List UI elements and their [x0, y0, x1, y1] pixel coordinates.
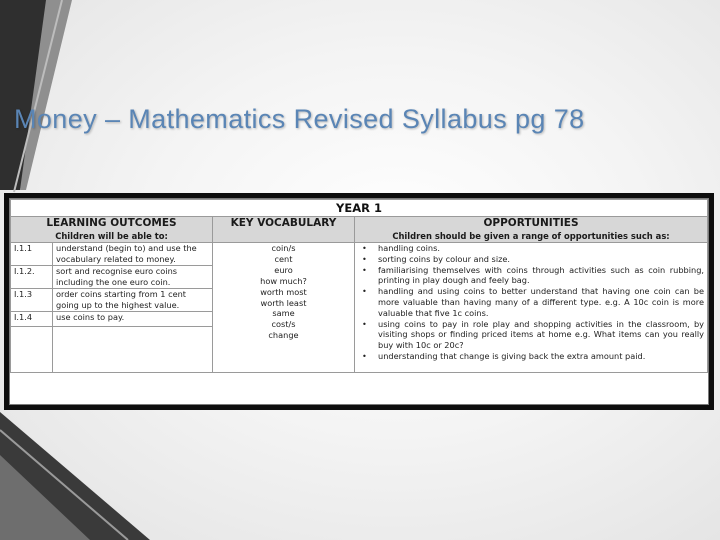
- syllabus-table-container: [9, 198, 709, 405]
- vocabulary-item: cent: [274, 253, 293, 264]
- outcome-code: I.1.2.: [11, 266, 53, 289]
- bullet-icon: •: [362, 286, 367, 297]
- vocabulary-item: euro: [274, 264, 293, 275]
- opportunity-item: [358, 319, 704, 351]
- opportunity-text: handling and using coins to better understand that having one coin can be more valuable than having many of a different type. e.g. A 10c coin is more valuable that five 1c coins.: [378, 286, 704, 318]
- opportunity-text: sorting coins by colour and size.: [378, 253, 511, 264]
- opportunity-item: [358, 243, 704, 254]
- opportunity-item: [358, 254, 704, 265]
- bullet-icon: •: [362, 243, 367, 253]
- outcome-code: I.1.4: [11, 312, 53, 327]
- opportunity-item: [358, 265, 704, 287]
- header-row: [11, 217, 708, 243]
- opportunities-header-label: OPPORTUNITIES: [483, 217, 579, 229]
- syllabus-table: [10, 199, 708, 373]
- outcomes-header-label: LEARNING OUTCOMES: [46, 217, 177, 229]
- opportunity-text: using coins to pay in role play and shopping activities in the classroom, by visiting shops or finding priced items at home e.g. What items can you really buy with 10c or 20c?: [378, 318, 704, 351]
- opportunity-item: [358, 351, 704, 362]
- opportunity-text: familiarising themselves with coins through activities such as coin rubbing, printing in play dough and feely bag.: [378, 264, 704, 286]
- opportunity-item: [358, 286, 704, 318]
- opportunity-text: understanding that change is giving back the extra amount paid.: [378, 350, 646, 361]
- outcomes-header: [11, 217, 213, 243]
- outcome-text: sort and recognise euro coins including the one euro coin.: [53, 266, 213, 289]
- outcomes-header-sub: Children will be able to:: [55, 231, 168, 241]
- outcome-code: I.1.3: [11, 289, 53, 312]
- vocabulary-item: cost/s: [271, 319, 296, 330]
- vocabulary-item: worth most: [260, 286, 307, 297]
- outcome-code: I.1.1: [11, 243, 53, 266]
- year-heading: YEAR 1: [11, 200, 708, 217]
- vocabulary-header-label: KEY VOCABULARY: [230, 217, 337, 229]
- opportunities-header: [355, 217, 708, 243]
- outcome-text: use coins to pay.: [53, 312, 213, 327]
- opportunities-header-sub: Children should be given a range of opportunities such as:: [392, 231, 670, 241]
- slide-title: Money – Mathematics Revised Syllabus pg 78: [14, 104, 585, 134]
- vocabulary-item: same: [272, 308, 295, 319]
- syllabus-table-frame: [4, 193, 714, 410]
- vocabulary-item: change: [268, 330, 299, 341]
- outcome-text: understand (begin to) and use the vocabulary related to money.: [53, 243, 213, 266]
- vocabulary-list: [213, 243, 355, 373]
- vocabulary-item: how much?: [260, 275, 307, 286]
- bullet-icon: •: [362, 350, 367, 361]
- bullet-icon: •: [362, 253, 367, 264]
- bullet-icon: •: [362, 264, 367, 275]
- bullet-icon: •: [362, 318, 367, 329]
- table-row: [11, 243, 708, 266]
- vocabulary-header: [213, 217, 355, 243]
- outcome-text: order coins starting from 1 cent going up to the highest value.: [53, 289, 213, 312]
- year-row: [11, 200, 708, 217]
- opportunities-list: [355, 243, 708, 373]
- opportunity-text: handling coins.: [378, 243, 440, 253]
- vocabulary-item: coin/s: [271, 243, 296, 253]
- vocabulary-item: worth least: [260, 297, 307, 308]
